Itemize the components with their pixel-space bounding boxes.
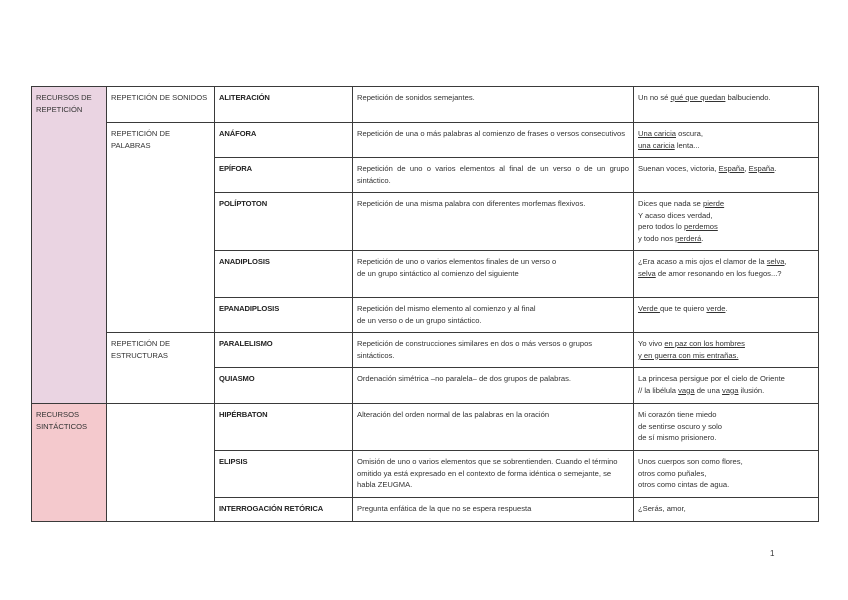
example-cell: Dices que nada se pierde Y acaso dices verdad, pero todos lo perdemos y todo nos perderá. bbox=[634, 193, 819, 251]
example-cell: ¿Serás, amor, bbox=[634, 498, 819, 522]
subcategory-cell: REPETICIÓN DE ESTRUCTURAS bbox=[107, 333, 215, 404]
definition-cell: Repetición de sonidos semejantes. bbox=[353, 87, 634, 123]
literary-devices-table bbox=[31, 86, 819, 522]
term-cell: ANÁFORA bbox=[215, 123, 353, 158]
example-cell: Mi corazón tiene miedo de sentirse oscuro y solo de sí mismo prisionero. bbox=[634, 404, 819, 451]
example-cell: Un no sé qué que quedan balbuciendo. bbox=[634, 87, 819, 123]
term-cell: POLÍPTOTON bbox=[215, 193, 353, 251]
term-cell: ANADIPLOSIS bbox=[215, 251, 353, 298]
definition-cell: Omisión de uno o varios elementos que se sobrentienden. Cuando el término omitido ya está expresado en el contexto de forma idéntica o semejante, se habla ZEUGMA. bbox=[353, 451, 634, 498]
example-cell: Una caricia oscura, una caricia lenta... bbox=[634, 123, 819, 158]
definition-cell: Repetición de construcciones similares en dos o más versos o grupos sintácticos. bbox=[353, 333, 634, 368]
subcategory-cell bbox=[107, 404, 215, 522]
definition-cell: Repetición de una o más palabras al comienzo de frases o versos consecutivos bbox=[353, 123, 634, 158]
example-cell: Verde que te quiero verde. bbox=[634, 298, 819, 333]
term-cell: ALITERACIÓN bbox=[215, 87, 353, 123]
definition-cell: Repetición de uno o varios elementos al final de un verso o de un grupo sintáctico. bbox=[353, 158, 634, 193]
term-cell: EPANADIPLOSIS bbox=[215, 298, 353, 333]
subcategory-cell: REPETICIÓN DE SONIDOS bbox=[107, 87, 215, 123]
table-row bbox=[32, 404, 819, 451]
table-row bbox=[32, 87, 819, 123]
term-cell: HIPÉRBATON bbox=[215, 404, 353, 451]
definition-cell: Repetición de una misma palabra con diferentes morfemas flexivos. bbox=[353, 193, 634, 251]
term-cell: QUIASMO bbox=[215, 368, 353, 404]
example-cell: Yo vivo en paz con los hombres y en guerra con mis entrañas. bbox=[634, 333, 819, 368]
definition-cell: Pregunta enfática de la que no se espera respuesta bbox=[353, 498, 634, 522]
definition-cell: Ordenación simétrica –no paralela– de dos grupos de palabras. bbox=[353, 368, 634, 404]
table-row bbox=[32, 123, 819, 158]
table-row bbox=[32, 333, 819, 368]
definition-cell: Repetición de uno o varios elementos finales de un verso o de un grupo sintáctico al comienzo del siguiente bbox=[353, 251, 634, 298]
page-number: 1 bbox=[770, 549, 775, 558]
term-cell: EPÍFORA bbox=[215, 158, 353, 193]
category-cell: RECURSOS DE REPETICIÓN bbox=[32, 87, 107, 404]
example-cell: Unos cuerpos son como flores, otros como puñales, otros como cintas de agua. bbox=[634, 451, 819, 498]
example-cell: La princesa persigue por el cielo de Oriente // la libélula vaga de una vaga ilusión. bbox=[634, 368, 819, 404]
example-cell: ¿Era acaso a mis ojos el clamor de la selva, selva de amor resonando en los fuegos...? bbox=[634, 251, 819, 298]
definition-cell: Repetición del mismo elemento al comienzo y al final de un verso o de un grupo sintáctico. bbox=[353, 298, 634, 333]
category-cell: RECURSOS SINTÁCTICOS bbox=[32, 404, 107, 522]
term-cell: INTERROGACIÓN RETÓRICA bbox=[215, 498, 353, 522]
definition-cell: Alteración del orden normal de las palabras en la oración bbox=[353, 404, 634, 451]
example-cell: Suenan voces, victoria, España, España. bbox=[634, 158, 819, 193]
term-cell: ELIPSIS bbox=[215, 451, 353, 498]
term-cell: PARALELISMO bbox=[215, 333, 353, 368]
subcategory-cell: REPETICIÓN DE PALABRAS bbox=[107, 123, 215, 333]
